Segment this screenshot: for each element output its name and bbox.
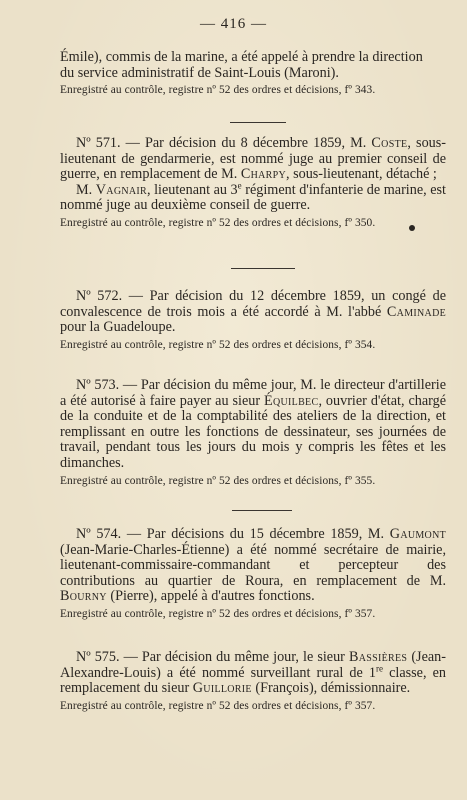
- section-divider: [232, 510, 292, 511]
- person-name: Gaumont: [389, 526, 447, 542]
- entry-575: [60, 650, 446, 713]
- entry-head: Nº 571. — Par décision du 8 décembre 1859, M.: [76, 135, 367, 151]
- entry-head: Nº 574. — Par décisions du 15 décembre 1859, M.: [76, 526, 385, 542]
- person-name: Caminade: [386, 303, 447, 320]
- entry-paragraph: [60, 180, 446, 214]
- entry-text: , lieutenant au 3: [146, 181, 238, 198]
- registration-note: Enregistré au contrôle, registre nº 52 des ordres et décisions, fº 357.: [60, 607, 376, 620]
- entry-text: régiment d'infanterie de marine, est nommé juge au deuxième conseil de guerre.: [60, 181, 446, 214]
- entry-text: pour la Guadeloupe.: [60, 319, 176, 336]
- entry-head: Nº 575. — Par décision du même jour, le sieur: [76, 649, 345, 665]
- registration-note: Enregistré au contrôle, registre nº 52 des ordres et décisions, fº 343.: [60, 84, 376, 97]
- entry-paragraph: [60, 136, 446, 183]
- section-divider: [230, 122, 286, 123]
- superscript: re: [376, 662, 383, 673]
- entry-text: (Jean-Alexandre-Louis) a été nommé surveillant rural de 1: [60, 649, 446, 681]
- entry-text-line: Émile), commis de la marine, a été appelé à prendre la direction: [60, 49, 423, 65]
- person-name: Bassières: [348, 649, 408, 665]
- page-number: — 416 —: [200, 16, 267, 32]
- entry-head: Nº 573. — Par décision du même jour, M. le directeur d'artillerie a été autorisé à faire payer au sieur: [60, 377, 446, 409]
- entry-text: , sous-lieutenant de gendarmerie, est nommé juge au premier conseil de guerre, en remplacement de M.: [60, 135, 446, 183]
- ink-blot: [409, 225, 415, 231]
- registration-note: Enregistré au contrôle, registre nº 52 des ordres et décisions, fº 355.: [60, 474, 376, 487]
- person-name: Vagnair: [95, 181, 147, 198]
- entry-paragraph: [60, 527, 446, 605]
- section-divider: [231, 268, 295, 269]
- entry-text-line: du service administratif de Saint-Louis (Maroni).: [60, 64, 339, 81]
- entry-text: (Jean-Marie-Charles-Étienne) a été nommé secrétaire de mairie, lieutenant-commissaire-commandant et percepteur des contributions au quartier de Roura, en remplacement de M.: [60, 541, 446, 589]
- person-name: Bourny: [60, 588, 107, 605]
- entry-paragraph: [60, 378, 446, 472]
- entry-paragraph: [60, 650, 446, 697]
- entry-text: M.: [76, 181, 93, 198]
- registration-note: Enregistré au contrôle, registre nº 52 des ordres et décisions, fº 354.: [60, 338, 376, 351]
- entry-573: [60, 378, 446, 488]
- person-name: Guillorie: [192, 680, 252, 697]
- registration-note: Enregistré au contrôle, registre nº 52 des ordres et décisions, fº 350.: [60, 216, 376, 229]
- superscript: e: [237, 180, 242, 191]
- entry-572: [60, 289, 446, 352]
- entry-head: Nº 572. — Par décision du 12 décembre 1859, un congé de convalescence de trois mois a été accordé à M. l'abbé: [60, 288, 446, 320]
- registration-note: Enregistré au contrôle, registre nº 52 des ordres et décisions, fº 357.: [60, 699, 376, 712]
- entry-text: classe, en remplacement du sieur: [60, 664, 446, 697]
- entry-continuation: [60, 50, 446, 97]
- person-name: Équilbec: [264, 392, 319, 409]
- entry-text: , ouvrier d'état, chargé de la conduite et de la comptabilité des ateliers de la direction, et remplissant en outre les fonctions de dessinateur, ses journées de travail, pendant tous les jours du mois y compris les fêtes et les dimanches.: [60, 392, 446, 471]
- entry-paragraph: [60, 289, 446, 336]
- person-name: Charpy: [240, 166, 286, 183]
- person-name: Coste: [371, 135, 408, 151]
- entry-text: (François), démissionnaire.: [251, 680, 411, 697]
- entry-571: [60, 136, 446, 230]
- entry-text: (Pierre), appelé à d'autres fonctions.: [106, 588, 315, 605]
- entry-text: , sous-lieutenant, détaché ;: [285, 166, 437, 183]
- entry-574: [60, 527, 446, 621]
